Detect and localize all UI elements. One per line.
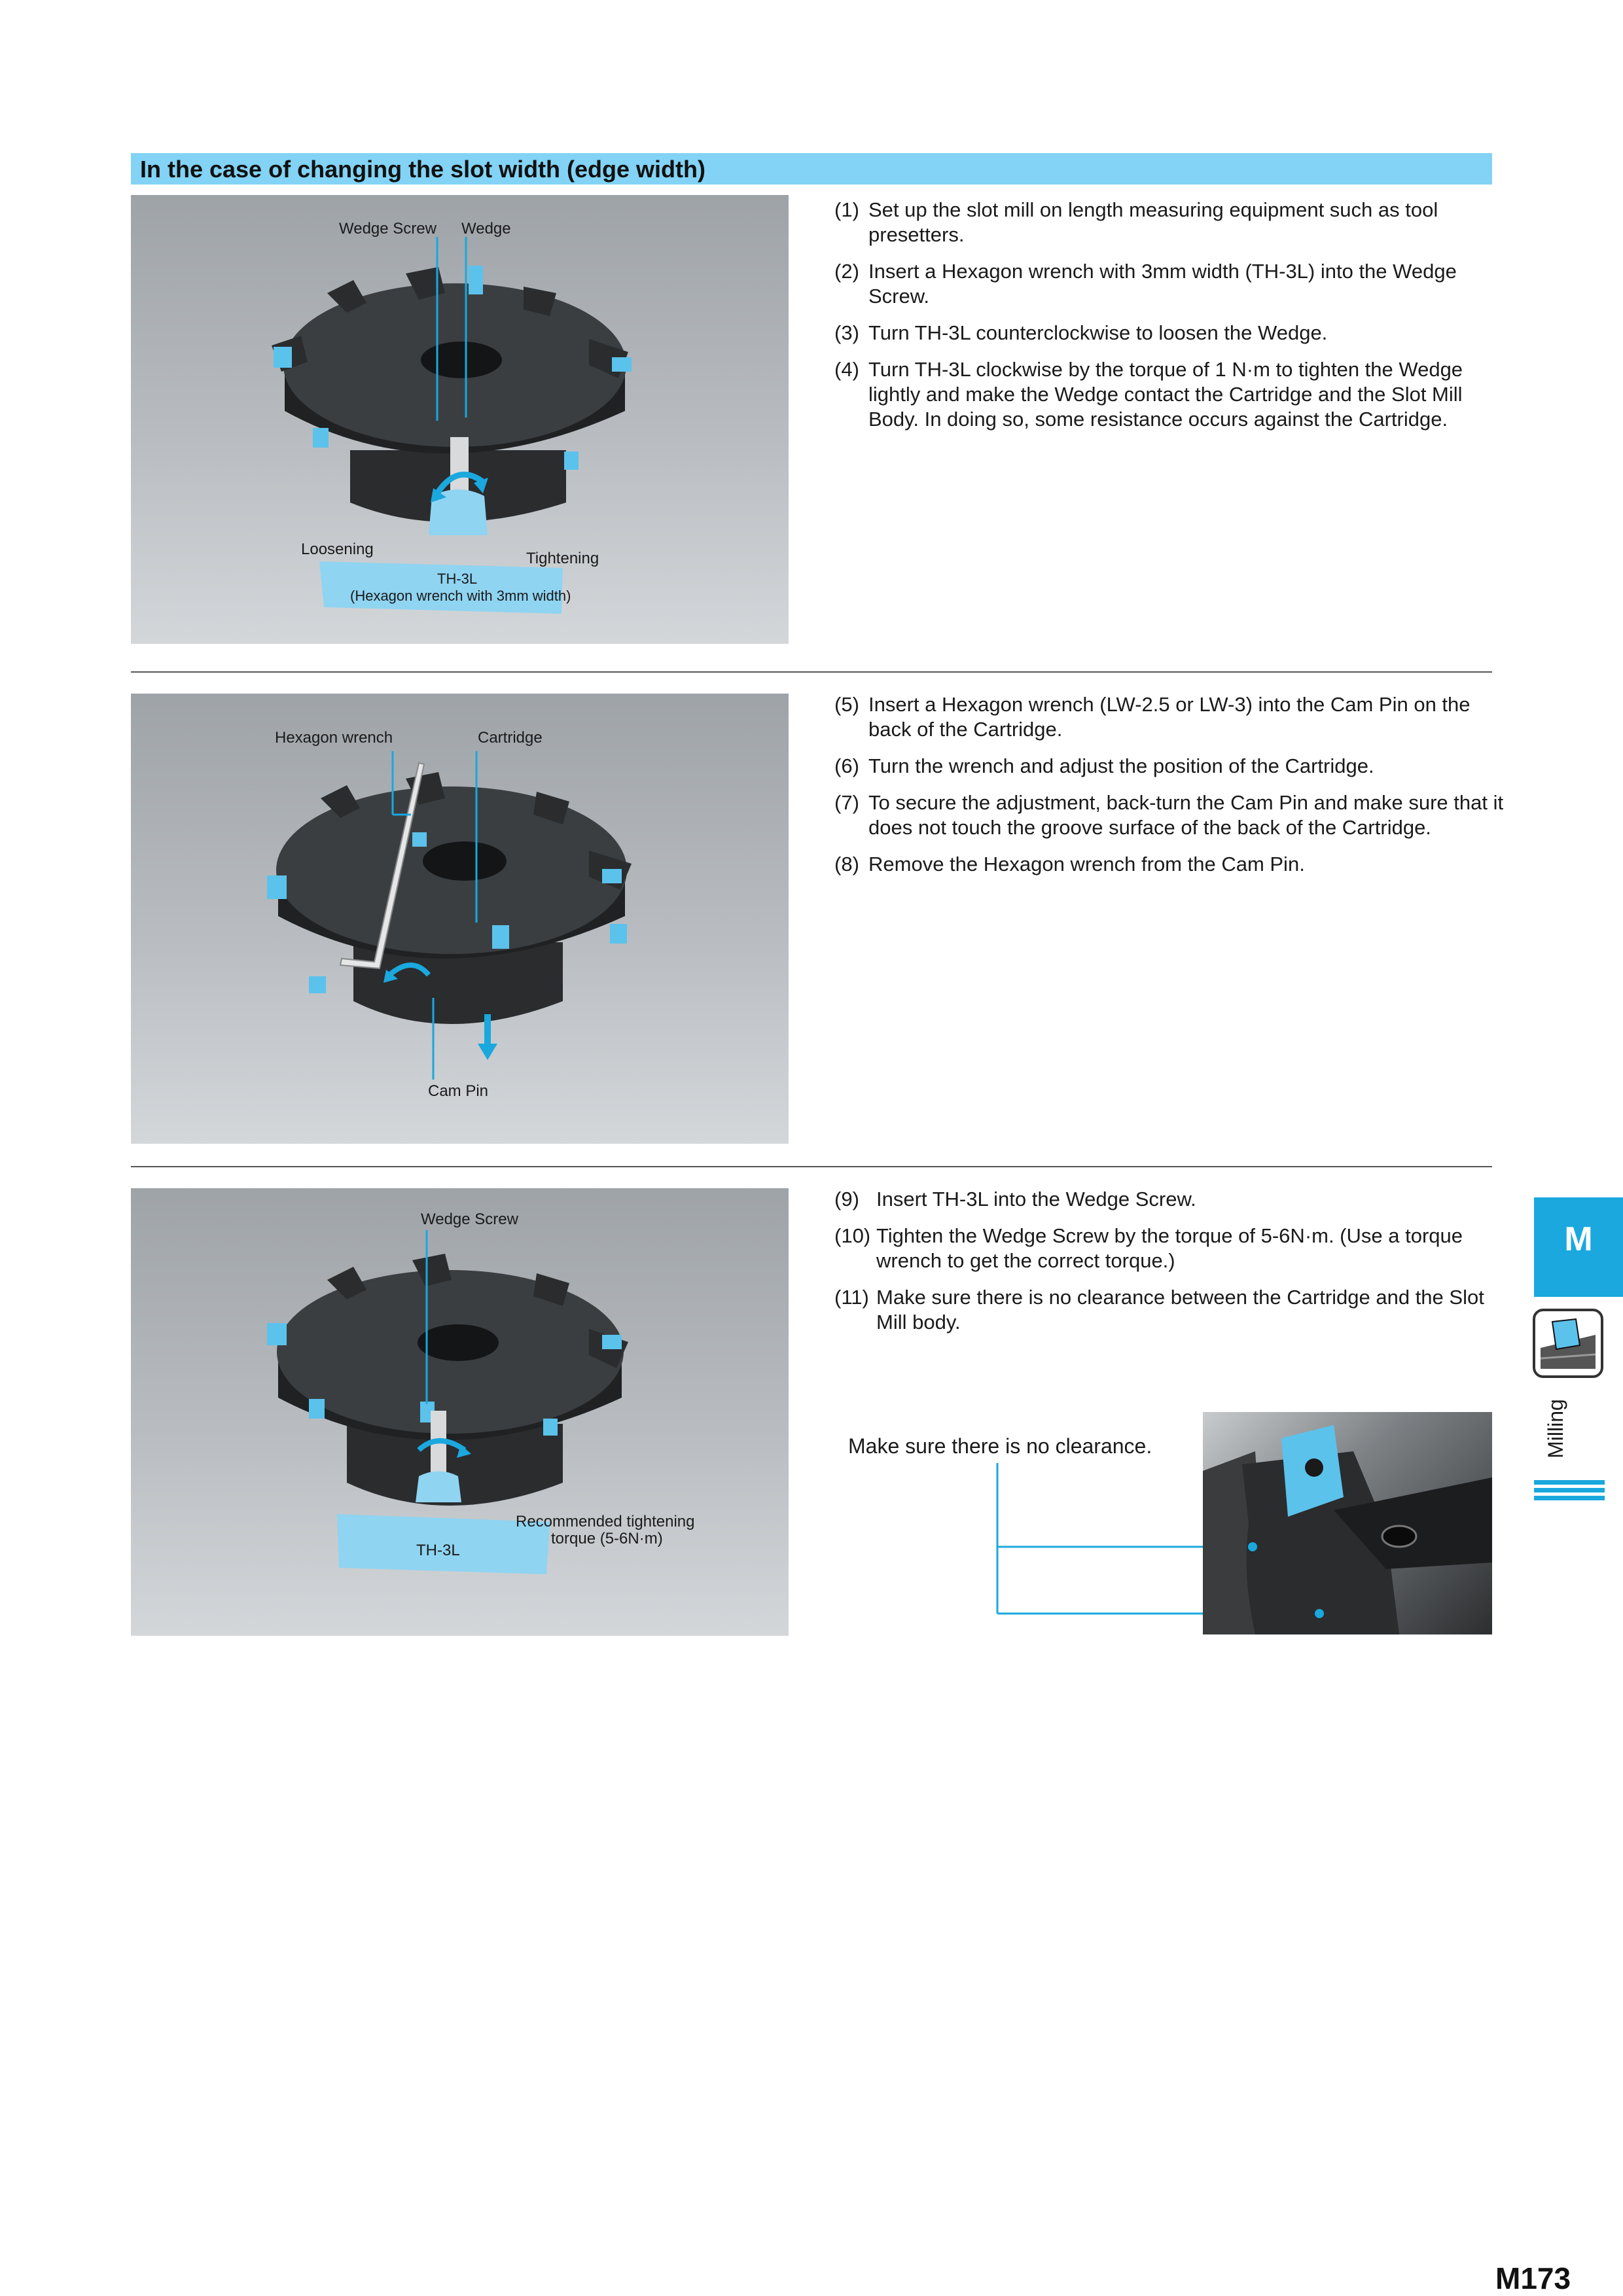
steps-group-2	[834, 692, 1508, 889]
step-text: Insert a Hexagon wrench with 3mm width (TH-3L) into the Wedge Screw.	[868, 260, 1457, 308]
label-torque-line1: Recommended tightening	[516, 1513, 695, 1530]
category-label-milling	[1539, 1397, 1585, 1469]
step-number: (6)	[834, 754, 859, 777]
step-number: (4)	[834, 358, 859, 381]
steps-group-1	[834, 198, 1508, 444]
step-text: Turn the wrench and adjust the position of the Cartridge.	[868, 754, 1374, 777]
clearance-note: Make sure there is no clearance.	[848, 1434, 1152, 1458]
step-text: To secure the adjustment, back-turn the Cam Pin and make sure that it does not touch the groove surface of the back of the Cartridge.	[868, 791, 1504, 839]
step-text: Set up the slot mill on length measuring equipment such as tool presetters.	[868, 198, 1438, 246]
label-tool-name: TH-3L	[437, 571, 478, 587]
label-cam-pin: Cam Pin	[428, 1082, 489, 1100]
section-title-bar	[131, 153, 1492, 185]
step-text: Insert a Hexagon wrench (LW-2.5 or LW-3) into the Cam Pin on the back of the Cartridge.	[868, 693, 1471, 741]
step-item	[834, 790, 1508, 840]
step-text: Make sure there is no clearance between the Cartridge and the Slot Mill body.	[876, 1286, 1484, 1333]
section-divider	[131, 1166, 1492, 1167]
step-item	[834, 1187, 1508, 1212]
label-cartridge: Cartridge	[478, 729, 543, 747]
step-item	[834, 754, 1508, 779]
step-item	[834, 852, 1508, 877]
step-number: (8)	[834, 853, 859, 875]
step-text: Tighten the Wedge Screw by the torque of 5-6N·m. (Use a torque wrench to get the correct torque.)	[876, 1224, 1463, 1272]
slot-mill-illustration-2	[131, 694, 789, 1144]
step-number: (11)	[834, 1286, 869, 1309]
figure-panel-1	[131, 195, 789, 644]
label-wedge: Wedge	[461, 220, 511, 238]
step-number: (3)	[834, 321, 859, 344]
step-number: (7)	[834, 791, 859, 814]
section-tab-letter: M	[1564, 1220, 1593, 1258]
clearance-photo	[1203, 1412, 1492, 1634]
step-text: Turn TH-3L clockwise by the torque of 1 N·m to tighten the Wedge lightly and make the Wedge contact the Cartridge and the Slot Mill Body. In doing so, some resistance occurs against the Cartridge.	[868, 358, 1463, 431]
step-item	[834, 357, 1508, 432]
figure-panel-3	[131, 1188, 789, 1636]
section-title: In the case of changing the slot width (edge width)	[140, 156, 706, 183]
cartridge-closeup	[1203, 1412, 1492, 1634]
step-item	[834, 321, 1508, 345]
label-wedge-screw: Wedge Screw	[421, 1210, 518, 1228]
label-tool-name: TH-3L	[416, 1542, 460, 1559]
label-tool-desc: (Hexagon wrench with 3mm width)	[350, 588, 571, 604]
step-text: Remove the Hexagon wrench from the Cam Pin.	[868, 853, 1305, 875]
label-loosening: Loosening	[301, 540, 374, 558]
step-item	[834, 692, 1508, 742]
label-wedge-screw: Wedge Screw	[339, 220, 437, 238]
label-torque-line2: torque (5-6N·m)	[551, 1530, 663, 1547]
page-number: M173	[1495, 2261, 1571, 2295]
steps-group-3	[834, 1187, 1508, 1347]
step-item	[834, 259, 1508, 309]
step-number: (10)	[834, 1224, 871, 1247]
step-number: (5)	[834, 693, 859, 716]
section-tab-m	[1534, 1197, 1623, 1297]
step-number: (2)	[834, 260, 859, 283]
slot-mill-illustration-3	[131, 1188, 789, 1636]
step-item	[834, 1224, 1508, 1273]
step-number: (9)	[834, 1188, 859, 1210]
category-label-text: Milling	[1543, 1399, 1567, 1458]
label-tightening: Tightening	[526, 550, 599, 567]
step-text: Insert TH-3L into the Wedge Screw.	[876, 1188, 1196, 1210]
step-number: (1)	[834, 198, 859, 221]
step-item	[834, 1285, 1508, 1335]
step-item	[834, 198, 1508, 247]
label-hexagon-wrench: Hexagon wrench	[275, 729, 393, 747]
figure-panel-2	[131, 694, 789, 1144]
milling-icon	[1533, 1309, 1605, 1379]
step-text: Turn TH-3L counterclockwise to loosen the Wedge.	[868, 321, 1328, 344]
section-divider	[131, 671, 1492, 673]
accent-stripes	[1534, 1480, 1605, 1504]
